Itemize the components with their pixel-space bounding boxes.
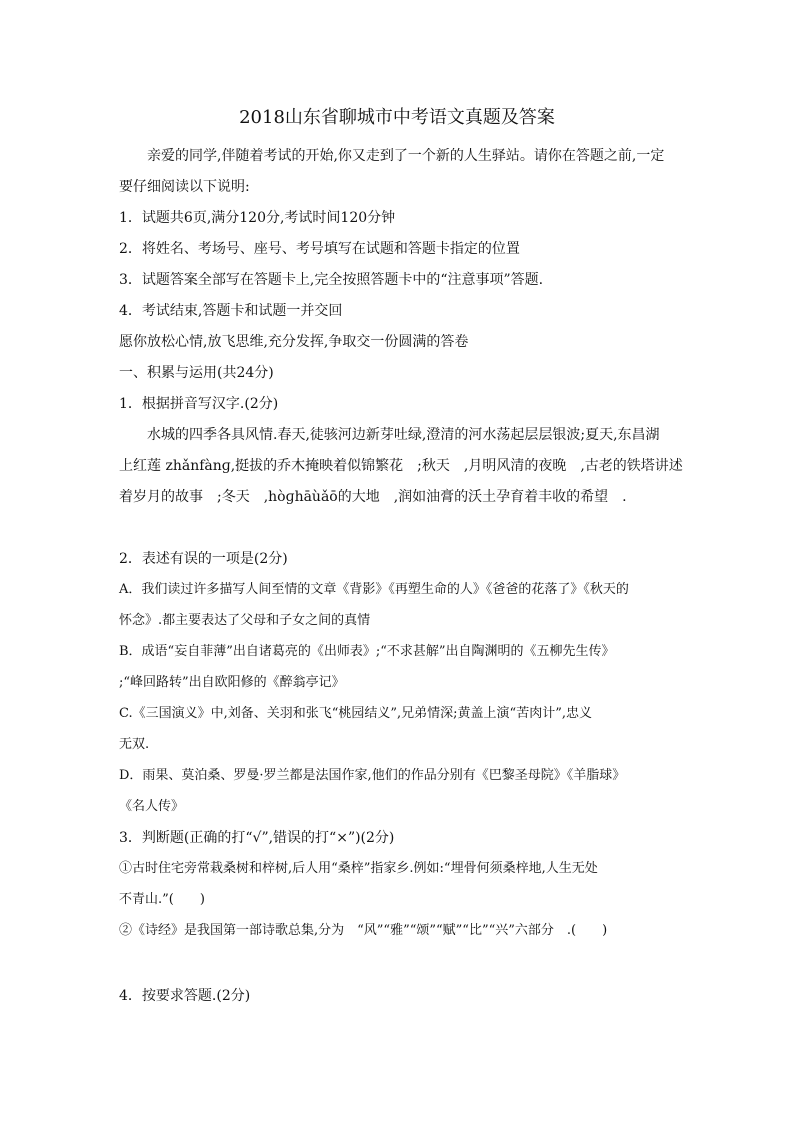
instruction-4: 4．考试结束,答题卡和试题一并交回 [119,303,343,319]
question-2-option-a-cont: 怀念》.都主要表达了父母和子女之间的真情 [119,613,371,628]
wish-text: 愿你放松心情,放飞思维,充分发挥,争取交一份圆满的答卷 [119,334,469,350]
instruction-1: 1．试题共6页,满分120分,考试时间120分钟 [119,210,396,226]
question-1-line: 水城的四季各具风情.春天,徒骇河边新芽吐绿,澄清的河水荡起层层银波;夏天,东昌湖 [147,427,660,443]
question-3-item-1: ①古时住宅旁常栽桑树和梓树,后人用“桑梓”指家乡.例如:“埋骨何须桑梓地,人生无处 [119,861,598,876]
question-3-stem: 3．判断题(正确的打“√”,错误的打“×”)(2分) [119,830,395,846]
page-title: 2018山东省聊城市中考语文真题及答案 [239,107,555,128]
question-1-line: 上红莲 zhǎnfànɡ,挺拔的乔木掩映着似锦繁花 ;秋天 ,月明风清的夜晚 ,古老的铁塔讲述 [119,458,683,474]
instruction-2: 2．将姓名、考场号、座号、考号填写在试题和答题卡指定的位置 [119,241,520,257]
question-2-option-b: B．成语“妄自菲薄”出自诸葛亮的《出师表》;“不求甚解”出自陶渊明的《五柳先生传》 [119,644,615,659]
question-1-line: 着岁月的故事 ;冬天 ,hòɡhāùǎō的大地 ,润如油膏的沃土孕育着丰收的希望 . [119,489,627,505]
section-heading: 一、积累与运用(共24分) [119,365,274,381]
question-2-option-c: C.《三国演义》中,刘备、关羽和张飞“桃园结义”,兄弟情深;黄盖上演“苦肉计”,忠义 [119,706,592,721]
question-4-stem: 4．按要求答题.(2分) [119,988,251,1004]
question-2-option-b-cont: ;“峰回路转”出自欧阳修的《醉翁亭记》 [119,675,345,690]
question-1-stem: 1．根据拼音写汉字.(2分) [119,396,279,412]
question-2-option-d: D．雨果、莫泊桑、罗曼·罗兰都是法国作家,他们的作品分别有《巴黎圣母院》《羊脂球》 [119,768,626,783]
question-2-option-a: A．我们读过许多描写人间至情的文章《背影》《再塑生命的人》《爸爸的花落了》《秋天的 [119,582,629,597]
question-2-option-d-cont: 《名人传》 [119,799,185,814]
question-3-item-2: ②《诗经》是我国第一部诗歌总集,分为 “风”“雅”“颂”“赋”“比”“兴”六部分 .( ) [119,923,608,938]
question-3-item-1-cont: 不青山.”( ) [119,892,205,907]
question-2-stem: 2．表述有误的一项是(2分) [119,551,288,567]
intro-line-2: 要仔细阅读以下说明: [119,179,250,195]
intro-line-1: 亲爱的同学,伴随着考试的开始,你又走到了一个新的人生驿站。请你在答题之前,一定 [147,148,665,164]
question-2-option-c-cont: 无双. [119,737,150,752]
instruction-3: 3．试题答案全部写在答题卡上,完全按照答题卡中的“注意事项”答题. [119,272,544,288]
